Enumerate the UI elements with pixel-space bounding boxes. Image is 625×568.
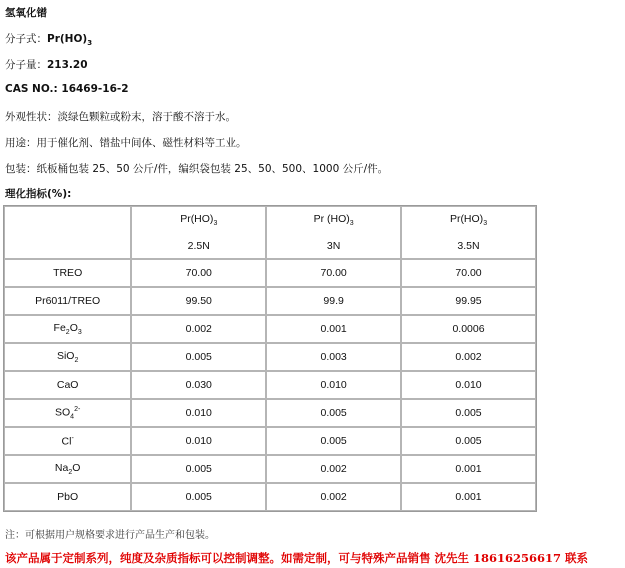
value-cell: 0.005 xyxy=(401,427,536,455)
header-empty-cell xyxy=(4,206,131,259)
row-label-part: 2 xyxy=(74,357,79,365)
column-grade: 3.5N xyxy=(457,240,480,253)
row-label-part: SiO xyxy=(56,349,75,362)
table-row xyxy=(4,399,536,427)
column-name-text: Pr(HO) xyxy=(449,212,484,225)
table-header-row xyxy=(4,206,536,259)
row-label-part: 2 xyxy=(68,469,73,477)
usage-line: 用途：用于催化剂、镨盐中间体、磁性材料等工业。 xyxy=(5,137,247,149)
row-label-part: 4 xyxy=(70,413,75,421)
row-label-part: O xyxy=(69,321,78,334)
packing-line: 包装：纸板桶包装 25、50 公斤/件，编织袋包装 25、50、500、1000 公斤/件。 xyxy=(5,163,389,175)
value-cell: 0.030 xyxy=(131,371,266,399)
appearance-line: 外观性状：淡绿色颗粒或粉末，溶于酸不溶于水。 xyxy=(5,111,236,123)
row-label-cell xyxy=(4,483,131,511)
promo-banner: 该产品属于定制系列，纯度及杂质指标可以控制调整。如需定制，可与特殊产品销售 沈先生 18616256617 联系 xyxy=(5,551,589,565)
value-cell: 0.005 xyxy=(266,427,401,455)
table-row xyxy=(4,483,536,511)
value-cell: 0.002 xyxy=(266,483,401,511)
row-label-cell xyxy=(4,259,131,287)
formula-subscript: 3 xyxy=(87,39,93,48)
value-cell: 0.001 xyxy=(401,455,536,483)
value-cell: 0.005 xyxy=(266,399,401,427)
row-label-part: TREO xyxy=(53,267,83,279)
column-name-subscript: 3 xyxy=(349,220,354,228)
row-label-part: Fe xyxy=(53,321,66,334)
value-cell: 0.001 xyxy=(401,483,536,511)
formula-label: 分子式： xyxy=(5,33,47,45)
row-label-part: CaO xyxy=(56,379,79,391)
value-cell: 99.9 xyxy=(266,287,401,315)
value-cell: 0.002 xyxy=(401,343,536,371)
row-label-part: - xyxy=(71,434,74,442)
product-title: 氢氧化镨 xyxy=(5,7,47,19)
cas-value: 16469-16-2 xyxy=(61,83,129,95)
value-cell: 0.010 xyxy=(401,371,536,399)
value-cell: 0.003 xyxy=(266,343,401,371)
table-row xyxy=(4,455,536,483)
value-cell: 70.00 xyxy=(131,259,266,287)
column-grade: 3N xyxy=(326,240,341,253)
row-label-part: Cl xyxy=(61,435,72,448)
table-row xyxy=(4,371,536,399)
row-label-part: Pr6011/TREO xyxy=(35,295,101,307)
row-label-cell xyxy=(4,371,131,399)
row-label-part: Na xyxy=(54,461,69,474)
weight-label: 分子量： xyxy=(5,59,47,71)
value-cell: 99.95 xyxy=(401,287,536,315)
row-label-cell xyxy=(4,427,131,455)
table-row xyxy=(4,427,536,455)
row-label-cell xyxy=(4,455,131,483)
value-cell: 0.001 xyxy=(266,315,401,343)
spec-heading: 理化指标(%): xyxy=(5,188,72,200)
row-label-part: SO xyxy=(55,406,71,419)
row-label-part: 2- xyxy=(74,405,81,413)
value-cell: 0.005 xyxy=(131,455,266,483)
formula-line xyxy=(5,31,92,47)
table-row xyxy=(4,343,536,371)
value-cell: 0.0006 xyxy=(401,315,536,343)
value-cell: 0.010 xyxy=(131,427,266,455)
value-cell: 70.00 xyxy=(401,259,536,287)
value-cell: 0.010 xyxy=(131,399,266,427)
header-cell-2 xyxy=(401,206,536,259)
column-grade: 2.5N xyxy=(187,240,210,253)
footnote: 注：可根据用户规格要求进行产品生产和包装。 xyxy=(5,530,215,541)
formula-value: Pr(HO) xyxy=(47,33,88,45)
value-cell: 99.50 xyxy=(131,287,266,315)
weight-line xyxy=(5,57,88,72)
row-label-cell xyxy=(4,399,131,427)
value-cell: 0.002 xyxy=(266,455,401,483)
row-label-part: O xyxy=(72,461,81,474)
value-cell: 0.005 xyxy=(401,399,536,427)
row-label-cell xyxy=(4,287,131,315)
cas-line xyxy=(5,83,129,95)
row-label-cell xyxy=(4,315,131,343)
table-row xyxy=(4,287,536,315)
value-cell: 0.005 xyxy=(131,483,266,511)
table-row xyxy=(4,315,536,343)
column-name-subscript: 3 xyxy=(213,220,218,228)
column-product-name xyxy=(267,208,400,235)
header-cell-0 xyxy=(131,206,266,259)
value-cell: 0.005 xyxy=(131,343,266,371)
column-name-text: Pr (HO) xyxy=(313,212,350,225)
value-cell: 0.002 xyxy=(131,315,266,343)
cas-label: CAS NO.: xyxy=(5,83,58,95)
table-row xyxy=(4,259,536,287)
weight-value: 213.20 xyxy=(47,59,88,71)
row-label-part: PbO xyxy=(57,491,79,503)
value-cell: 0.010 xyxy=(266,371,401,399)
column-name-subscript: 3 xyxy=(483,220,488,228)
header-cell-1 xyxy=(266,206,401,259)
column-name-text: Pr(HO) xyxy=(180,212,214,225)
row-label-part: 2 xyxy=(65,329,70,337)
spec-table xyxy=(3,205,537,512)
row-label-part: 3 xyxy=(77,329,82,337)
column-product-name xyxy=(402,208,535,235)
column-product-name xyxy=(132,208,265,235)
row-label-cell xyxy=(4,343,131,371)
value-cell: 70.00 xyxy=(266,259,401,287)
